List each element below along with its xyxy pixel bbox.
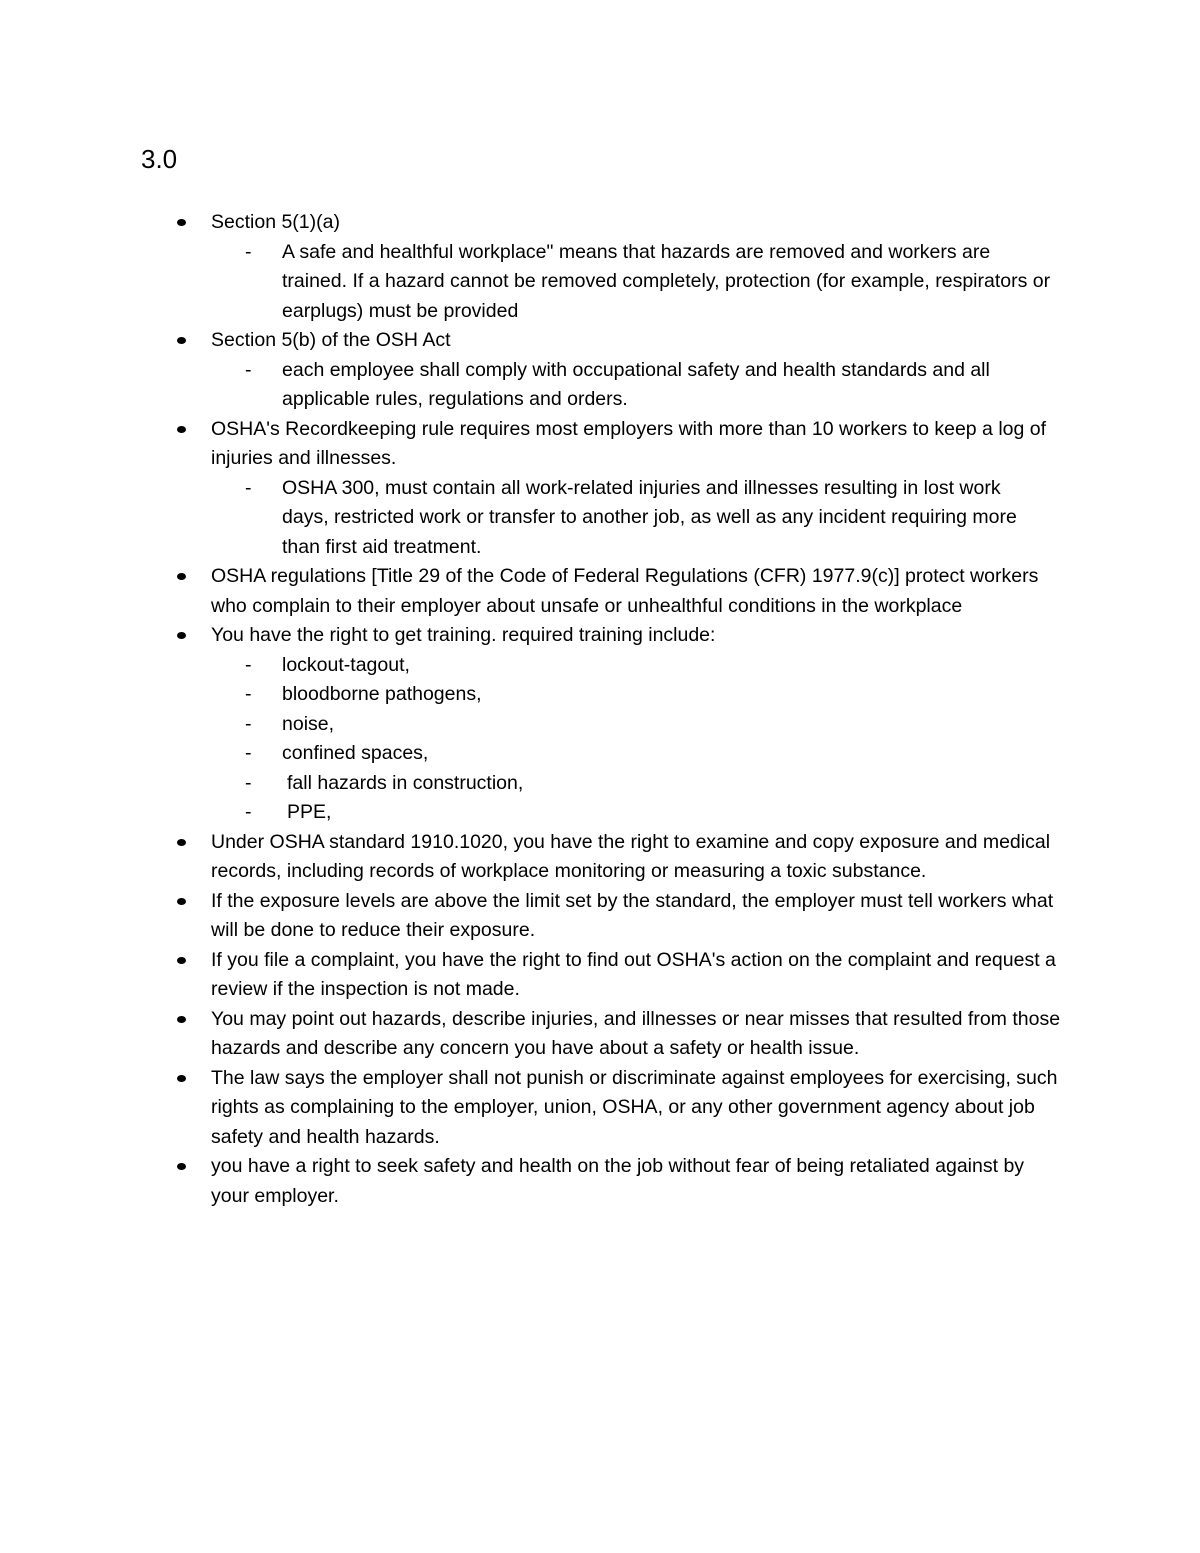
sub-item-text: noise, [282, 712, 335, 735]
sub-list-item [0, 680, 1200, 710]
sub-list-item [0, 651, 1200, 681]
bullet-text: If the exposure levels are above the limit set by the standard, the employer must tell workers what will be done to reduce their exposure. [211, 889, 1054, 941]
list-item [0, 1064, 1200, 1153]
sub-list [0, 474, 1200, 563]
dash-icon: - [245, 240, 252, 263]
bullet-text: Section 5(1)(a) [211, 211, 340, 233]
sub-item-text: fall hazards in construction, [287, 771, 524, 794]
list-item [0, 946, 1200, 1005]
list-item [0, 1152, 1200, 1211]
bullet-text: OSHA's Recordkeeping rule requires most employers with more than 10 workers to keep a log of injuries and illnesses. [211, 417, 1047, 469]
list-item [0, 415, 1200, 563]
list-item [0, 887, 1200, 946]
bullet-icon [177, 1016, 186, 1023]
list-item [0, 562, 1200, 621]
bullet-text: Section 5(b) of the OSH Act [211, 329, 451, 351]
sub-item-text: each employee shall comply with occupational safety and health standards and all applicable rules, regulations and orders. [282, 358, 990, 410]
section-heading: 3.0 [141, 144, 178, 174]
bullet-icon [177, 898, 186, 905]
list-item [0, 208, 1200, 326]
sub-item-text: PPE, [287, 801, 332, 823]
sub-list-item [0, 710, 1200, 740]
bullet-icon [177, 1163, 186, 1170]
sub-list [0, 356, 1200, 415]
sub-item-text: A safe and healthful workplace" means that hazards are removed and workers are trained. If a hazard cannot be removed completely, protection (for example, respirators or earplugs) must be provided [282, 240, 1051, 322]
sub-list-item [0, 798, 1200, 828]
dash-icon: - [245, 801, 252, 823]
dash-icon: - [245, 742, 252, 764]
sub-item-text: lockout-tagout, [282, 653, 410, 676]
bullet-text: You have the right to get training. required training include: [211, 624, 716, 646]
bullet-icon [177, 839, 186, 846]
list-item [0, 621, 1200, 828]
list-item [0, 828, 1200, 887]
bullet-list [0, 208, 1200, 1211]
sub-list-item [0, 238, 1200, 327]
bullet-icon [177, 573, 186, 580]
bullet-icon [177, 219, 186, 226]
sub-list-item [0, 356, 1200, 415]
bullet-text: You may point out hazards, describe injuries, and illnesses or near misses that resulted from those hazards and describe any concern you have about a safety or health issue. [211, 1007, 1061, 1059]
bullet-text: The law says the employer shall not punish or discriminate against employees for exercising, such rights as complaining to the employer, union, OSHA, or any other government agency about job safety and health hazards. [211, 1066, 1058, 1148]
bullet-icon [177, 426, 186, 433]
dash-icon: - [245, 653, 252, 676]
bullet-icon [177, 337, 186, 344]
list-item [0, 326, 1200, 415]
sub-list-item [0, 769, 1200, 799]
bullet-text: If you file a complaint, you have the right to find out OSHA's action on the complaint and request a review if the inspection is not made. [211, 948, 1056, 1000]
sub-item-text: confined spaces, [282, 742, 429, 764]
dash-icon: - [245, 683, 252, 705]
bullet-icon [177, 632, 186, 639]
dash-icon: - [245, 358, 252, 381]
bullet-text: you have a right to seek safety and health on the job without fear of being retaliated against by your employer. [211, 1155, 1025, 1207]
dash-icon: - [245, 476, 252, 499]
bullet-text: Under OSHA standard 1910.1020, you have the right to examine and copy exposure and medical records, including records of workplace monitoring or measuring a toxic substance. [211, 830, 1051, 882]
sub-list-item [0, 474, 1200, 563]
sub-item-text: OSHA 300, must contain all work-related injuries and illnesses resulting in lost work days, restricted work or transfer to another job, as well as any incident requiring more than first aid treatment. [282, 476, 1017, 558]
bullet-icon [177, 1075, 186, 1082]
sub-list [0, 651, 1200, 828]
sub-list [0, 238, 1200, 327]
dash-icon: - [245, 712, 252, 735]
bullet-text: OSHA regulations [Title 29 of the Code of Federal Regulations (CFR) 1977.9(c)] protect workers who complain to their employer about unsafe or unhealthful conditions in the workplace [211, 565, 1039, 617]
bullet-icon [177, 957, 186, 964]
dash-icon: - [245, 771, 252, 794]
sub-list-item [0, 739, 1200, 769]
list-item [0, 1005, 1200, 1064]
sub-item-text: bloodborne pathogens, [282, 683, 482, 705]
